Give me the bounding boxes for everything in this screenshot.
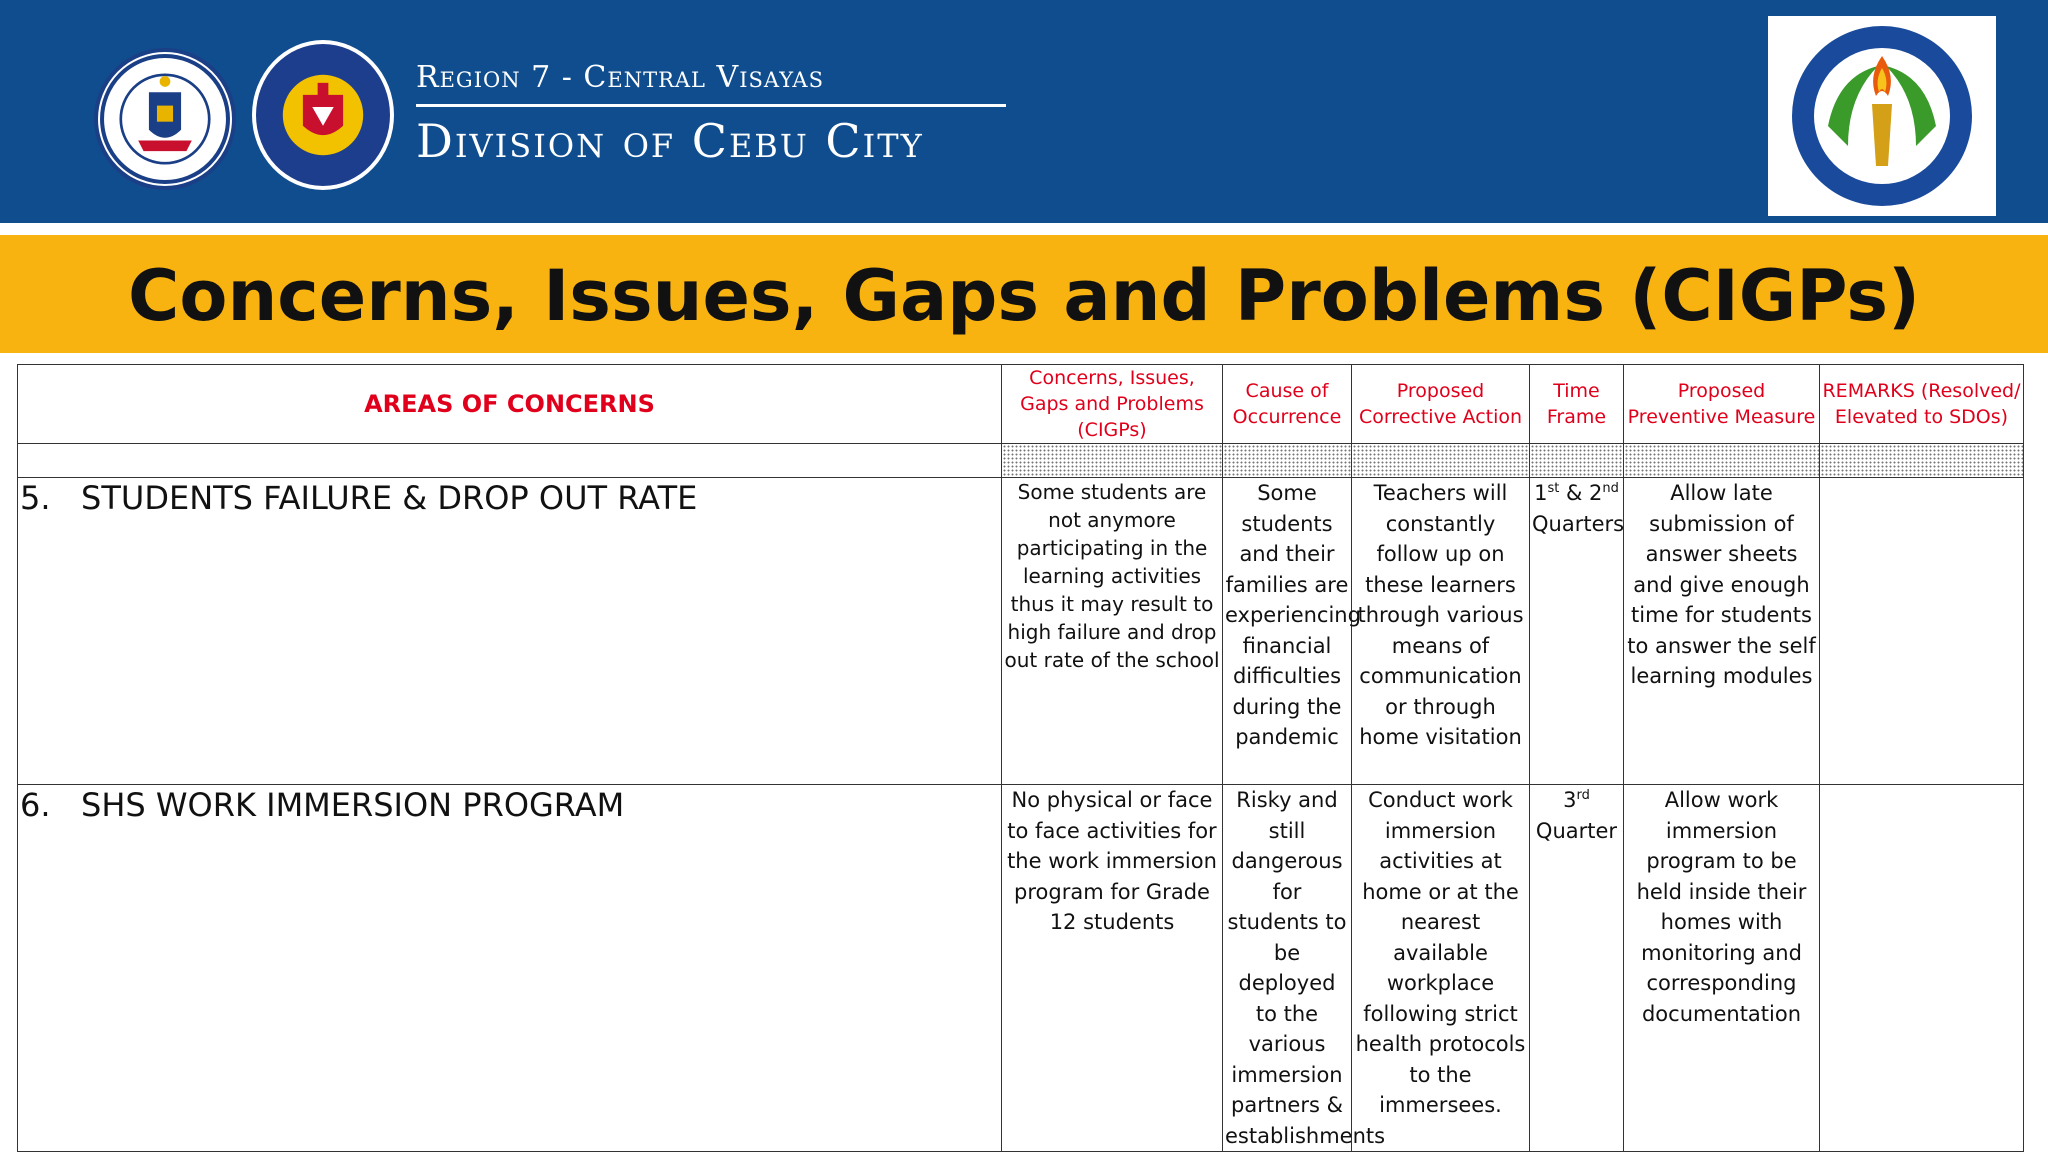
row-number: 6. (20, 786, 51, 824)
time-frame-cell (1530, 478, 1624, 785)
header-cause: Cause of Occurrence (1223, 365, 1352, 444)
time-frame-part: & 2 (1559, 481, 1603, 505)
dotted-cell (1530, 444, 1624, 478)
corrective-cell: Teachers will constantly follow up on these learners through various means of communication or through home visitation (1352, 478, 1530, 785)
area-label: STUDENTS FAILURE & DROP OUT RATE (81, 479, 698, 517)
dotted-cell (1002, 444, 1223, 478)
dotted-cell (1223, 444, 1352, 478)
cause-cell: Some students and their families are experiencing financial difficulties during the pandemic (1223, 478, 1352, 785)
time-frame-part: Quarters (1532, 511, 1625, 536)
table-spacer-row (18, 444, 2024, 478)
dotted-cell (1352, 444, 1530, 478)
area-cell (18, 478, 1002, 785)
area-cell (18, 785, 1002, 1152)
cigp-table (17, 364, 2024, 1152)
header-bottom-rule (0, 223, 2048, 235)
cebu-division-seal-logo (252, 40, 394, 190)
title-band (0, 235, 2048, 353)
region-label: Region 7 - Central Visayas (416, 60, 824, 95)
area-label: SHS WORK IMMERSION PROGRAM (81, 786, 625, 824)
time-frame-part: 1 (1534, 481, 1548, 505)
school-logo (1768, 16, 1996, 216)
ordinal-suffix: rd (1576, 788, 1590, 803)
cigps-cell: Some students are not anymore participating in the learning activities thus it may result to high failure and drop out rate of the school (1002, 478, 1223, 785)
table-row (18, 785, 2024, 1152)
time-frame-part: Quarter (1535, 818, 1618, 843)
spacer-cell (18, 444, 1002, 478)
header-corrective-action: Proposed Corrective Action (1352, 365, 1530, 444)
header-remarks: REMARKS (Resolved/ Elevated to SDOs) (1820, 365, 2024, 444)
time-frame-cell (1530, 785, 1624, 1152)
preventive-cell: Allow work immersion program to be held inside their homes with monitoring and corresponding documentation (1624, 785, 1820, 1152)
dotted-cell (1820, 444, 2024, 478)
cigps-cell: No physical or face to face activities for the work immersion program for Grade 12 students (1002, 785, 1223, 1152)
ordinal-suffix: nd (1602, 481, 1619, 496)
header-divider (416, 104, 1006, 107)
page-title: Concerns, Issues, Gaps and Problems (CIGPs) (127, 255, 1920, 337)
time-frame-part: 3 (1563, 788, 1577, 812)
deped-seal-logo (94, 48, 236, 190)
header-areas-of-concerns: AREAS OF CONCERNS (18, 365, 1002, 444)
dotted-cell (1624, 444, 1820, 478)
ordinal-suffix: st (1547, 481, 1560, 496)
header-time-frame: Time Frame (1530, 365, 1624, 444)
header-cigps: Concerns, Issues, Gaps and Problems (CIGPs) (1002, 365, 1223, 444)
header-banner (0, 0, 2048, 223)
cause-cell: Risky and still dangerous for students to be deployed to the various immersion partners & establishments (1223, 785, 1352, 1152)
remarks-cell (1820, 785, 2024, 1152)
corrective-cell: Conduct work immersion activities at home or at the nearest available workplace following strict health protocols to the immersees. (1352, 785, 1530, 1152)
preventive-cell: Allow late submission of answer sheets and give enough time for students to answer the self learning modules (1624, 478, 1820, 785)
table-row (18, 478, 2024, 785)
row-number: 5. (20, 479, 51, 517)
header-preventive-measure: Proposed Preventive Measure (1624, 365, 1820, 444)
division-label: Division of Cebu City (416, 114, 924, 168)
table-header-row (18, 365, 2024, 444)
remarks-cell (1820, 478, 2024, 785)
